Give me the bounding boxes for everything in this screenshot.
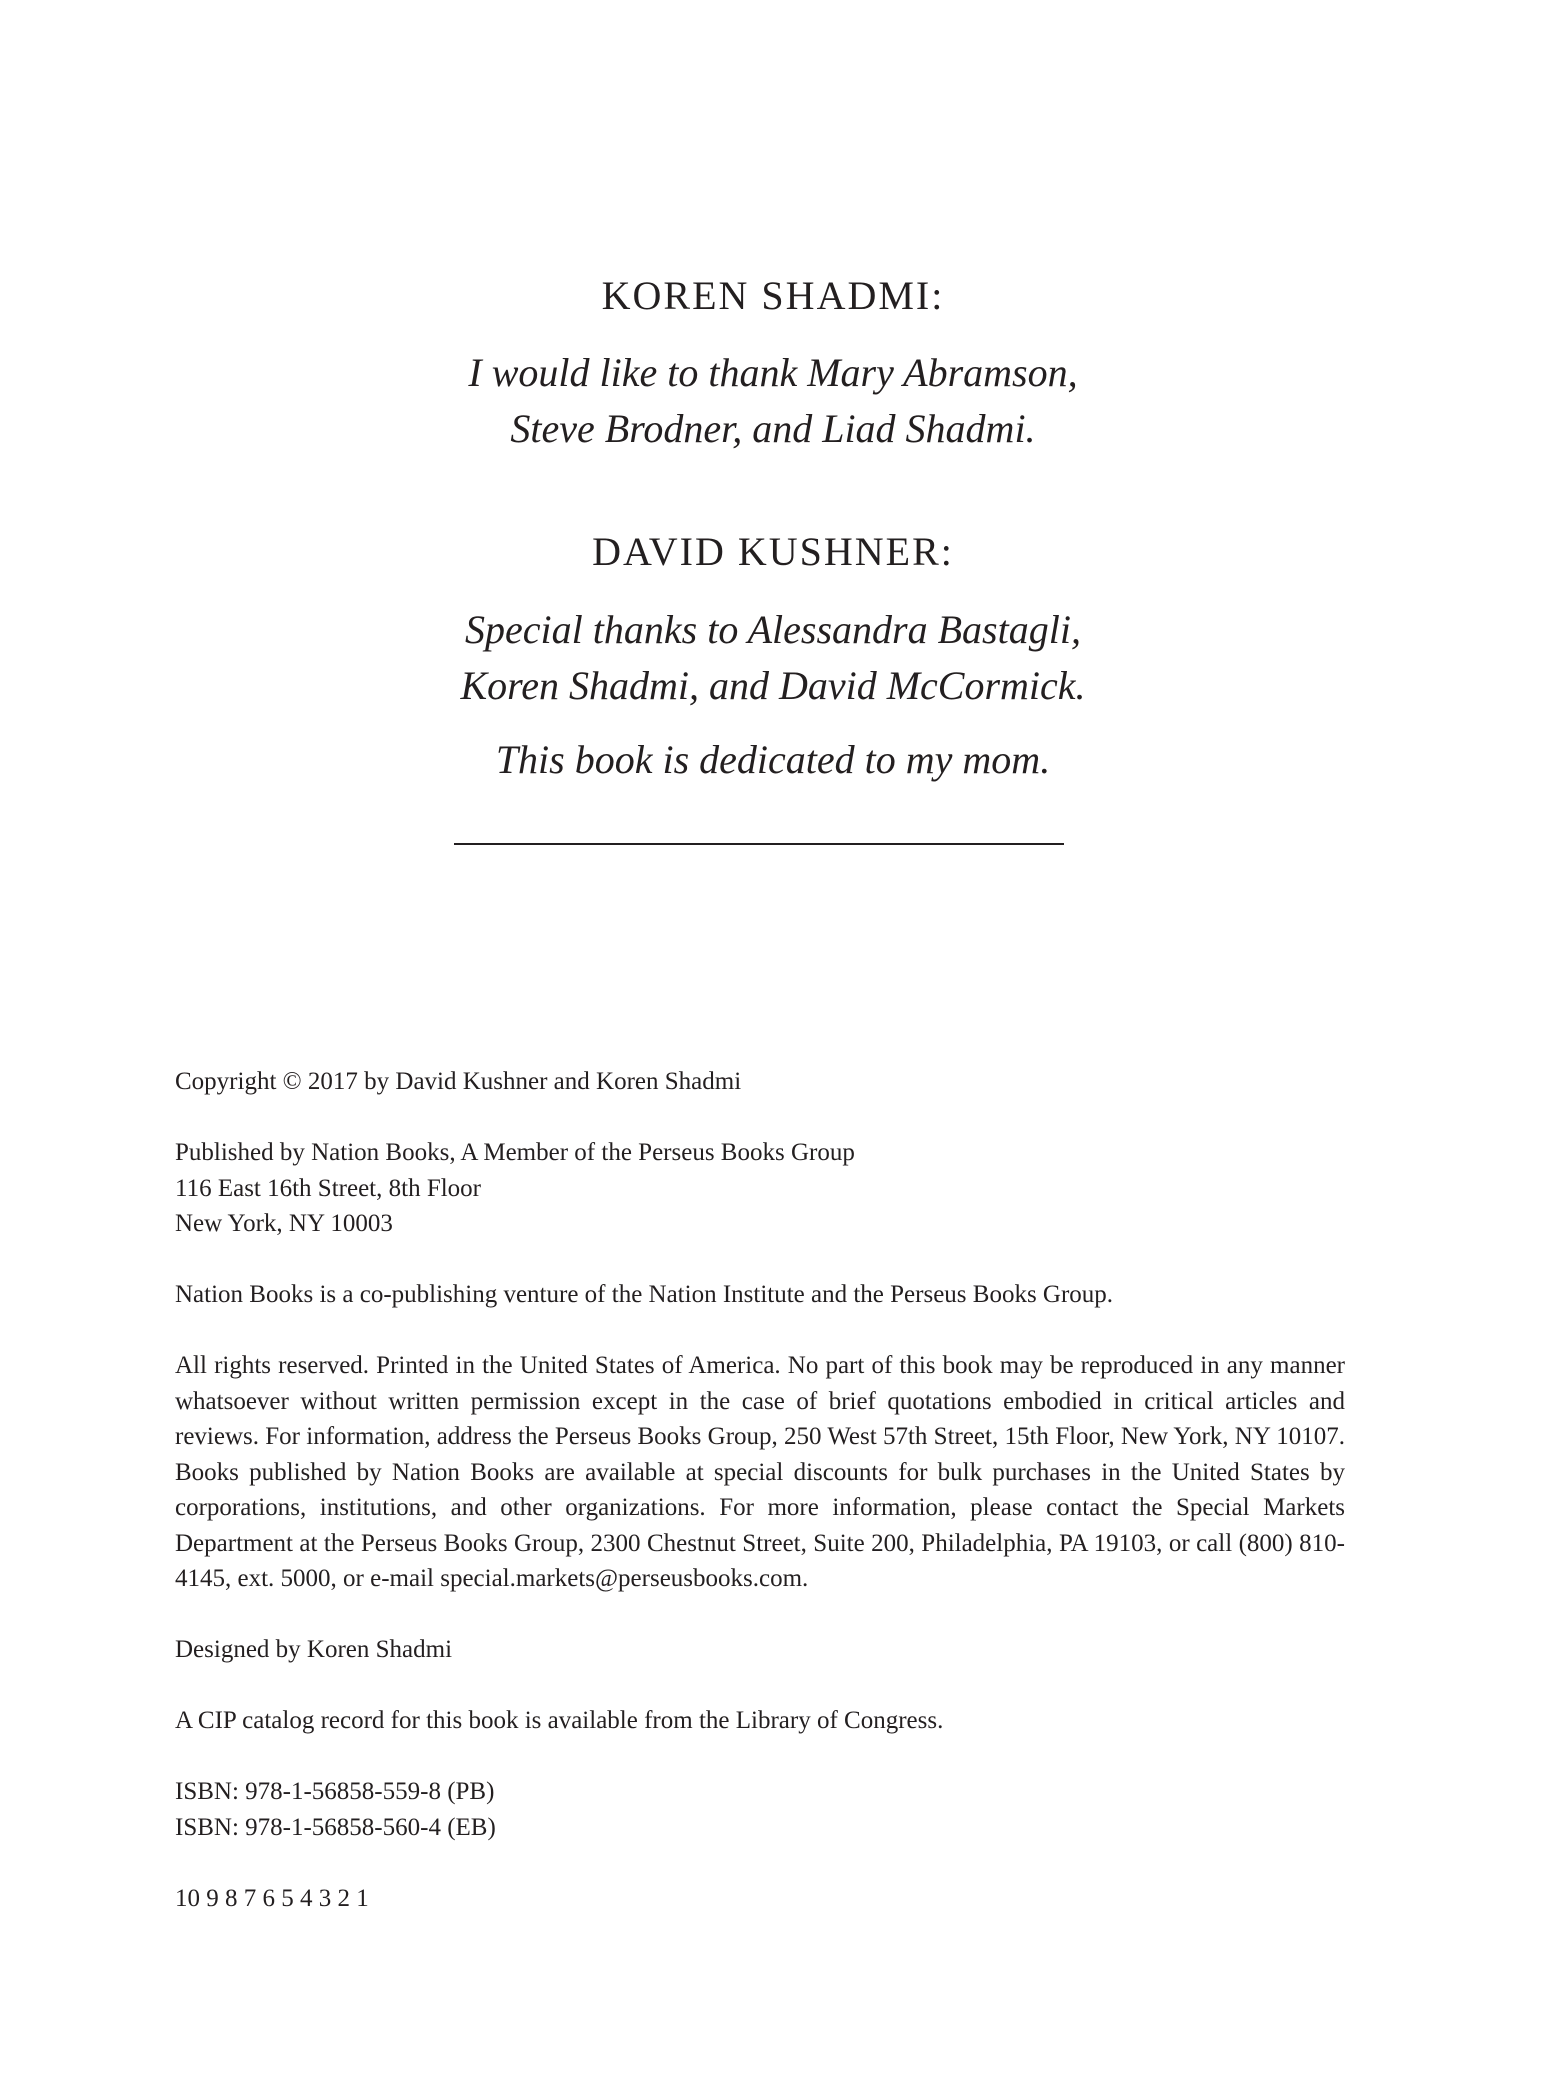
copyright-block	[175, 1064, 1345, 1952]
isbn-block	[175, 1774, 1345, 1845]
rights-statement: All rights reserved. Printed in the United States of America. No part of this book may be reproduced in any manner whatsoever without written permission except in the case of brief quotations embodied in critical articles and reviews. For information, address the Perseus Books Group, 250 West 57th Street, 15th Floor, New York, NY 10107. Books published by Nation Books are available at special discounts for bulk purchases in the United States by corporations, institutions, and other organizations. For more information, please contact the Special Markets Department at the Perseus Books Group, 2300 Chestnut Street, Suite 200, Philadelphia, PA 19103, or call (800) 810-4145, ext. 5000, or e-mail special.markets@perseusbooks.com.	[175, 1352, 1345, 1592]
koren-ack-section	[0, 272, 1546, 320]
publisher-address	[175, 1135, 1345, 1242]
david-thanks	[0, 602, 1546, 714]
david-ack-section	[0, 528, 1546, 576]
section-divider	[454, 843, 1064, 845]
designer-credit: Designed by Koren Shadmi	[175, 1636, 453, 1663]
koren-thanks-line-2: Steve Brodner, and Liad Shadmi.	[510, 406, 1036, 451]
venture-statement: Nation Books is a co-publishing venture of the Nation Institute and the Perseus Books Group.	[175, 1281, 1114, 1308]
publisher-line-1: Published by Nation Books, A Member of the Perseus Books Group	[175, 1139, 855, 1166]
isbn-pb: ISBN: 978-1-56858-559-8 (PB)	[175, 1778, 495, 1805]
dedication	[0, 732, 1546, 788]
david-thanks-line-1: Special thanks to Alessandra Bastagli,	[465, 607, 1081, 652]
david-thanks-line-2: Koren Shadmi, and David McCormick.	[460, 663, 1086, 708]
cip-statement: A CIP catalog record for this book is available from the Library of Congress.	[175, 1707, 944, 1734]
publisher-line-3: New York, NY 10003	[175, 1210, 393, 1237]
isbn-eb: ISBN: 978-1-56858-560-4 (EB)	[175, 1813, 496, 1841]
publisher-line-2: 116 East 16th Street, 8th Floor	[175, 1174, 481, 1202]
koren-heading: KOREN SHADMI:	[601, 273, 945, 318]
dedication-text: This book is dedicated to my mom.	[495, 737, 1051, 782]
koren-thanks	[0, 345, 1546, 457]
david-heading: DAVID KUSHNER:	[592, 529, 954, 574]
printing-line: 10 9 8 7 6 5 4 3 2 1	[175, 1884, 369, 1912]
copyright-notice: Copyright © 2017 by David Kushner and Koren Shadmi	[175, 1068, 742, 1095]
koren-thanks-line-1: I would like to thank Mary Abramson,	[468, 350, 1078, 395]
